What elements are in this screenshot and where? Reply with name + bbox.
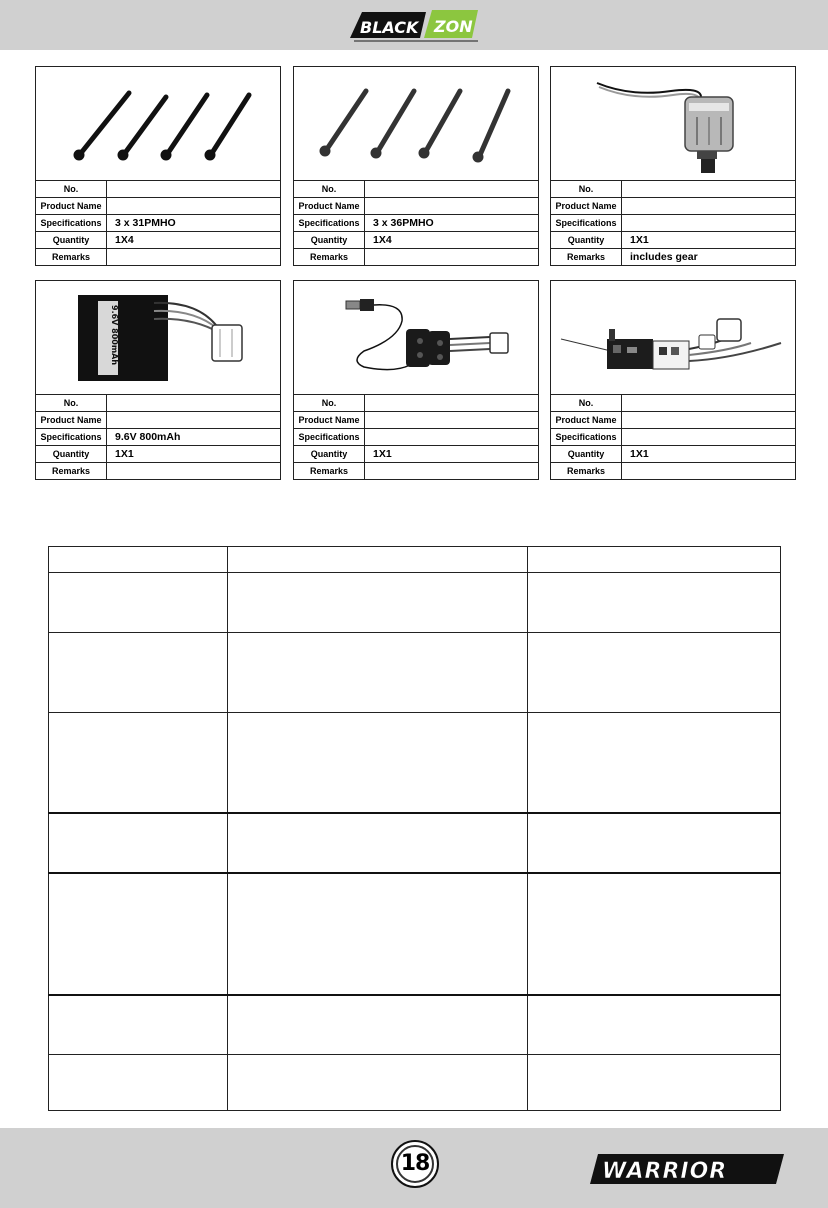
value bbox=[107, 412, 280, 428]
part-card bbox=[35, 66, 281, 266]
row-specifications bbox=[551, 429, 795, 446]
row-specifications bbox=[294, 429, 538, 446]
row-remarks bbox=[36, 463, 280, 480]
brand-text-black: BLACK bbox=[360, 18, 419, 37]
table-cell bbox=[528, 813, 781, 873]
row-number bbox=[551, 181, 795, 198]
table-cell bbox=[228, 633, 528, 713]
brand-text-zon: ZON bbox=[434, 17, 473, 36]
row-quantity bbox=[294, 446, 538, 463]
row-remarks bbox=[294, 249, 538, 266]
label: No. bbox=[36, 181, 107, 197]
four-screw-pins-icon bbox=[294, 67, 538, 181]
value bbox=[622, 395, 795, 411]
table-row bbox=[49, 633, 781, 713]
label: Specifications bbox=[551, 215, 622, 231]
value bbox=[365, 395, 538, 411]
row-quantity bbox=[551, 446, 795, 463]
row-product-name bbox=[551, 198, 795, 215]
value bbox=[622, 463, 795, 480]
table-cell bbox=[528, 547, 781, 573]
value bbox=[107, 463, 280, 480]
table-cell bbox=[528, 873, 781, 995]
table-cell bbox=[528, 633, 781, 713]
label: Specifications bbox=[294, 429, 365, 445]
part-card bbox=[550, 66, 796, 266]
label: Remarks bbox=[551, 249, 622, 266]
value: 1X4 bbox=[373, 234, 392, 246]
label: No. bbox=[294, 395, 365, 411]
value: 1X1 bbox=[630, 234, 649, 246]
value bbox=[622, 429, 795, 445]
value: 3 x 36PMHO bbox=[373, 217, 434, 229]
row-quantity bbox=[36, 232, 280, 249]
row-number bbox=[551, 395, 795, 412]
row-product-name bbox=[294, 198, 538, 215]
row-number bbox=[36, 181, 280, 198]
part-card bbox=[550, 280, 796, 480]
table-cell bbox=[49, 713, 228, 813]
table-row bbox=[49, 573, 781, 633]
row-specifications bbox=[294, 215, 538, 232]
table-cell bbox=[228, 713, 528, 813]
table-cell bbox=[528, 573, 781, 633]
table-cell bbox=[228, 1055, 528, 1111]
troubleshooting-table bbox=[48, 546, 781, 1111]
value: 1X1 bbox=[630, 448, 649, 460]
label: Remarks bbox=[36, 249, 107, 266]
part-card bbox=[293, 66, 539, 266]
label: No. bbox=[551, 395, 622, 411]
label: Specifications bbox=[36, 429, 107, 445]
row-product-name bbox=[36, 412, 280, 429]
label: Quantity bbox=[294, 446, 365, 462]
value bbox=[622, 215, 795, 231]
table-cell bbox=[49, 633, 228, 713]
value: 3 x 31PMHO bbox=[115, 217, 176, 229]
label: Remarks bbox=[551, 463, 622, 480]
table-row bbox=[49, 547, 781, 573]
table-row bbox=[49, 873, 781, 995]
value bbox=[365, 181, 538, 197]
battery-label: 9.6V 800mAh bbox=[110, 305, 119, 366]
battery-pack-icon bbox=[36, 281, 280, 395]
motor-icon bbox=[551, 67, 795, 181]
label: Quantity bbox=[551, 232, 622, 248]
table-cell bbox=[228, 813, 528, 873]
header-bar bbox=[0, 0, 828, 50]
table-cell bbox=[49, 873, 228, 995]
label: Quantity bbox=[36, 446, 107, 462]
value bbox=[365, 429, 538, 445]
label: Product Name bbox=[551, 198, 622, 214]
value bbox=[365, 198, 538, 214]
table-row bbox=[49, 995, 781, 1055]
label: Product Name bbox=[294, 412, 365, 428]
label: No. bbox=[36, 395, 107, 411]
table-row bbox=[49, 813, 781, 873]
row-product-name bbox=[36, 198, 280, 215]
row-quantity bbox=[551, 232, 795, 249]
label: No. bbox=[294, 181, 365, 197]
table-cell bbox=[228, 995, 528, 1055]
table-row bbox=[49, 713, 781, 813]
table-cell bbox=[49, 813, 228, 873]
row-specifications bbox=[36, 215, 280, 232]
value bbox=[107, 198, 280, 214]
page-number: 18 bbox=[396, 1145, 434, 1183]
value: 1X1 bbox=[115, 448, 134, 460]
table-cell bbox=[228, 573, 528, 633]
label: Product Name bbox=[36, 412, 107, 428]
table-row bbox=[49, 1055, 781, 1111]
label: Product Name bbox=[36, 198, 107, 214]
part-card bbox=[35, 280, 281, 480]
warrior-logo bbox=[588, 1150, 788, 1190]
part-card bbox=[293, 280, 539, 480]
label: Specifications bbox=[551, 429, 622, 445]
warrior-logo-text: WARRIOR bbox=[602, 1159, 728, 1184]
page-number-badge bbox=[391, 1140, 439, 1188]
receiver-board-icon bbox=[551, 281, 795, 395]
label: Product Name bbox=[551, 412, 622, 428]
value bbox=[107, 249, 280, 266]
row-product-name bbox=[551, 412, 795, 429]
value: 9.6V 800mAh bbox=[115, 431, 181, 443]
table-cell bbox=[49, 573, 228, 633]
row-remarks bbox=[551, 463, 795, 480]
table-cell bbox=[228, 873, 528, 995]
row-number bbox=[294, 395, 538, 412]
label: Specifications bbox=[294, 215, 365, 231]
row-specifications bbox=[551, 215, 795, 232]
row-remarks bbox=[294, 463, 538, 480]
four-screw-pins-icon bbox=[36, 67, 280, 181]
table-cell bbox=[228, 547, 528, 573]
value bbox=[107, 181, 280, 197]
row-remarks bbox=[36, 249, 280, 266]
label: Quantity bbox=[36, 232, 107, 248]
row-quantity bbox=[294, 232, 538, 249]
row-quantity bbox=[36, 446, 280, 463]
row-number bbox=[36, 395, 280, 412]
table-cell bbox=[49, 1055, 228, 1111]
blackzon-logo bbox=[348, 8, 480, 44]
table-cell bbox=[49, 995, 228, 1055]
value: 1X4 bbox=[115, 234, 134, 246]
label: Remarks bbox=[36, 463, 107, 480]
value bbox=[365, 463, 538, 480]
label: Quantity bbox=[294, 232, 365, 248]
value bbox=[365, 249, 538, 266]
table-cell bbox=[528, 713, 781, 813]
row-remarks bbox=[551, 249, 795, 266]
value bbox=[622, 198, 795, 214]
value: 1X1 bbox=[373, 448, 392, 460]
value bbox=[365, 412, 538, 428]
table-cell bbox=[49, 547, 228, 573]
table-cell bbox=[528, 1055, 781, 1111]
label: Remarks bbox=[294, 249, 365, 266]
row-product-name bbox=[294, 412, 538, 429]
label: Product Name bbox=[294, 198, 365, 214]
value: includes gear bbox=[630, 251, 698, 263]
row-specifications bbox=[36, 429, 280, 446]
label: Specifications bbox=[36, 215, 107, 231]
table-cell bbox=[528, 995, 781, 1055]
value bbox=[107, 395, 280, 411]
label: Quantity bbox=[551, 446, 622, 462]
row-number bbox=[294, 181, 538, 198]
label: No. bbox=[551, 181, 622, 197]
footer-bar bbox=[0, 1128, 828, 1208]
usb-charger-icon bbox=[294, 281, 538, 395]
label: Remarks bbox=[294, 463, 365, 480]
value bbox=[622, 181, 795, 197]
value bbox=[622, 412, 795, 428]
